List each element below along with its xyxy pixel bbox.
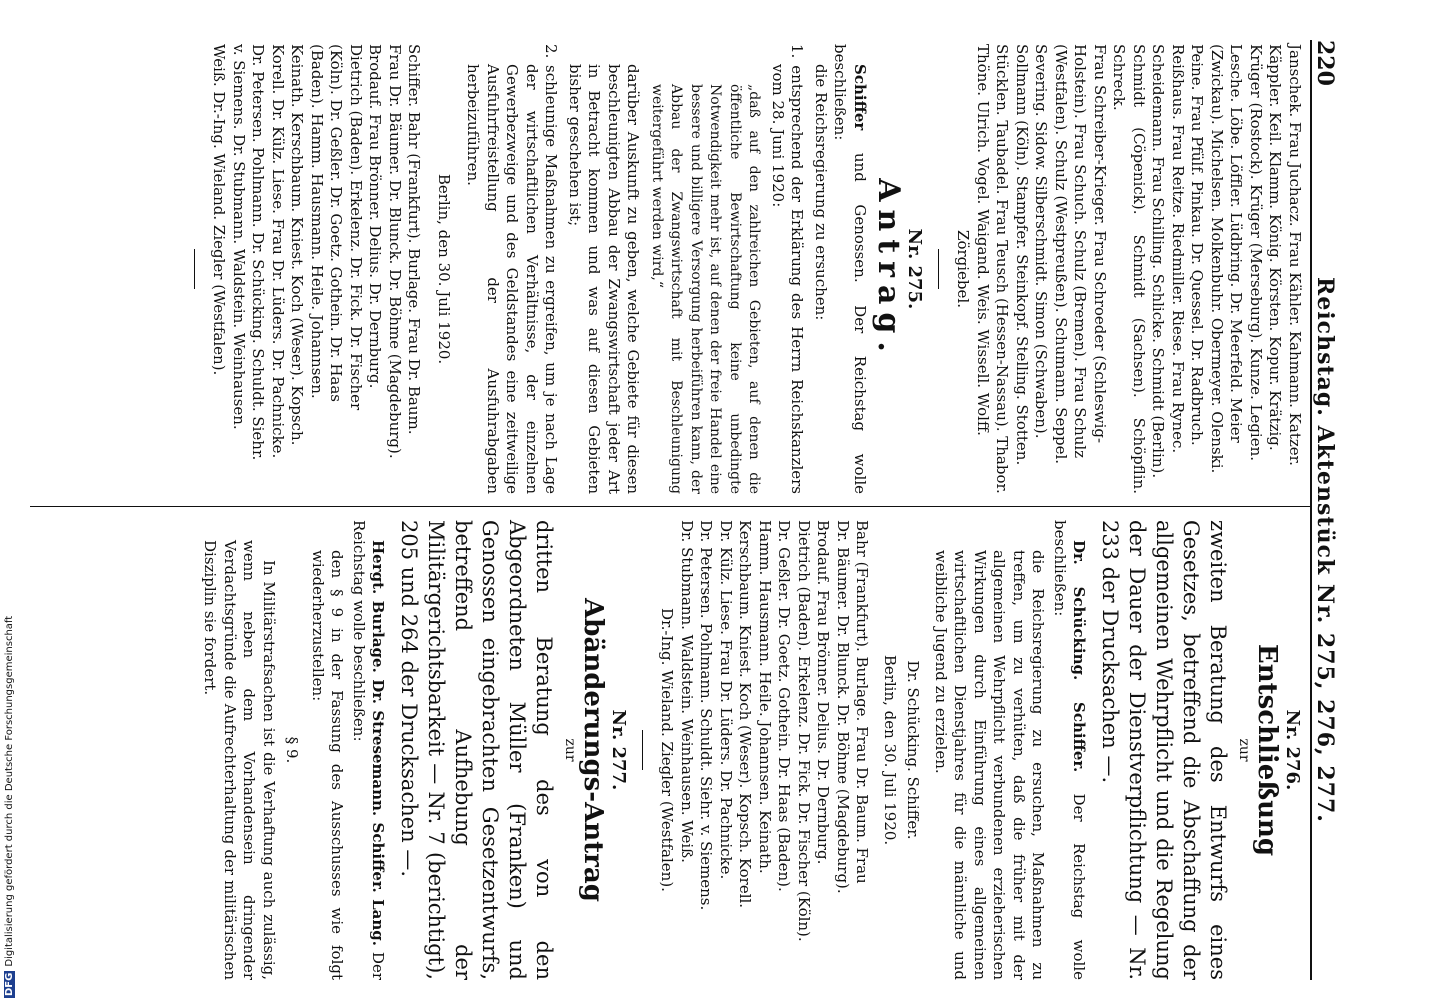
title-entschliessung: Entschließung — [1252, 643, 1283, 857]
name-line: (Zwickau). Michelsen. Molkenbuhr. Obermeyer. Olenski. — [1208, 44, 1226, 474]
name-line: Janschek. Frau Juchacz. Frau Kähler. Kahmann. Katzer. — [1286, 44, 1304, 466]
motion-276-bold: Dr. Schücking. Schiffer. — [1070, 540, 1089, 773]
antrag-item-1b: darüber Auskunft zu geben, welche Gebiete für diesen beschleunigten Abbau der Zwangswirtschaft jeder Art in Betracht kommen und was auf diesen Gebieten bisher geschehen ist; — [566, 64, 643, 494]
name-line: Peine. Frau Pfülf. Pinkau. Dr. Quessel. Dr. Radbruch. — [1188, 44, 1207, 446]
name-line: Severing. Sidow. Silberschmidt. Simon (Schwaben). — [1032, 44, 1051, 439]
motion-277 — [349, 520, 388, 980]
signer-line: Dr. Geßler. Dr. Goetz. Gothein. Dr. Haas (Baden). — [775, 520, 794, 892]
separator — [938, 249, 939, 289]
motion-276-rest: Der Reichstag wolle beschließen: — [1051, 520, 1089, 980]
signer-line: Brodauf. Frau Brönner. Delius. Dr. Dernburg. — [814, 520, 833, 865]
zur-label-2: zur — [562, 738, 578, 762]
name-line: Lesche. Löbe. Löffler. Lüdbring. Dr. Meerfeld. Meier — [1227, 44, 1246, 443]
motion-277-rest: Der Reichstag wolle beschließen: — [350, 520, 388, 980]
number-277: Nr. 277. — [608, 709, 629, 791]
left-column — [180, 44, 1304, 494]
signers-276 — [657, 520, 872, 980]
separator — [642, 730, 643, 770]
page-number: 220 — [1312, 40, 1338, 86]
paragraph-sign: § 9. — [283, 736, 302, 764]
antrag-item-1: 1. entsprechend der Erklärung des Herrn Reichskanzlers vom 28. Juni 1920: — [769, 44, 807, 494]
separator — [194, 249, 195, 289]
lead-276: zweiten Beratung des Entwurfs eines Gesetzes, betreffend die Abschaffung der allgemeinen Wehrpflicht und die Regelung der Dauer der Dienstverpflichtung — Nr. 233 der Drucksachen —. — [1098, 520, 1231, 980]
motion-277-text: den § 9 in der Fassung des Ausschusses wie folgt wiederherzustellen: — [309, 550, 347, 980]
side-note-label: Digitalisierung gefördert durch die Deutsche Forschungsgemeinschaft — [4, 615, 15, 967]
sign-line-276: Dr. Schücking. Schiffer. — [904, 660, 923, 840]
digitization-note — [0, 0, 24, 1000]
signer-line: Schiffer. Bahr (Frankfurt). Burlage. Frau Dr. Baum. — [405, 44, 424, 435]
title-abaenderungs-antrag: Abänderungs-Antrag — [578, 598, 609, 902]
antrag-date: Berlin, den 30. Juli 1920. — [435, 173, 453, 365]
signer-line: Dr. Külz. Liese. Frau Dr. Lüders. Dr. Pachnicke. — [717, 520, 735, 880]
name-line: Thöne. Ulrich. Vogel. Waigand. Weis. Wissell. Wolff. — [974, 44, 992, 436]
signer-line: Dr. Petersen. Pohlmann. Schuldt. Siehr. v. Siemens. — [697, 520, 716, 911]
signer-line: Kerschbaum. Kniest. Koch (Weser). Kopsch. Korell. — [736, 520, 755, 909]
signer-line: Weiß. Dr.-Ing. Wieland. Ziegler (Westfalen). — [210, 44, 229, 376]
signer-line: Keinath. Kerschbaum. Kniest. Koch (Weser). Kopsch. — [288, 44, 307, 446]
name-line: Holstein). Frau Schuch. Schulz (Bremen). Frau Schulz — [1071, 44, 1090, 459]
name-line: Schmidt (Cöpenick). Schmidt (Sachsen). Schöpflin. Schreck. — [1110, 44, 1148, 494]
name-line: Krüger (Rostock). Krüger (Merseburg). Kunze. Legien. — [1247, 44, 1265, 462]
antrag-intro — [830, 44, 869, 494]
column-divider — [30, 506, 1310, 507]
signer-line: Dr.-Ing. Wieland. Ziegler (Westfalen). — [658, 608, 677, 892]
date-276: Berlin, den 30. Juli 1920. — [881, 654, 899, 846]
motion-276 — [1050, 520, 1089, 980]
signer-line: (Köln). Dr. Geßler. Dr. Goetz. Gothein. Dr. Haas — [327, 44, 346, 402]
running-title: Reichstag. Aktenstück Nr. 275, 276, 277. — [1312, 277, 1338, 823]
motion-277-bold: Hergt. Burlage. Dr. Stresemann. Schiffer. Lang. — [369, 540, 388, 946]
antrag-signers — [209, 44, 424, 494]
title-antrag: Antrag. — [871, 178, 907, 360]
signer-line: Dietrich (Baden). Erkelenz. Dr. Fick. Dr. Fischer (Köln). — [795, 520, 813, 942]
signer-line: v. Siemens. Dr. Stubmann. Waldstein. Weinhausen. — [230, 44, 248, 430]
name-line: Sollmann (Köln). Stampfer. Steinkopf. Stelling. Stotten. — [1013, 44, 1031, 466]
signer-line: Dr. Bäumer. Dr. Blunck. Dr. Böhme (Magdeburg). — [834, 520, 852, 894]
number-275: Nr. 275. — [904, 228, 925, 310]
intro-rest: und Genossen. Der Reichstag wolle beschließen: — [831, 44, 869, 494]
antrag-quote: „daß auf den zahlreichen Gebieten, auf denen die öffentliche Bewirtschaftung keine unbedingte Notwendigkeit mehr ist, auf denen der freie Handel eine bessere und billigere Versorgung herbeiführen kann, der Abbau der Zwangswirtschaft mit Beschleunigung weitergeführt werden wird,“ — [649, 84, 763, 494]
zur-label: zur — [1236, 738, 1252, 762]
name-line: (Westfalen). Schulz (Westpreußen). Schumann. Seppel. — [1052, 44, 1070, 465]
page-header — [1310, 40, 1352, 980]
signer-line: Frau Dr. Bäumer. Dr. Blunck. Dr. Böhme (Magdeburg). — [386, 44, 404, 459]
signer-line: Brodauf. Frau Brönner. Delius. Dr. Dernburg. — [366, 44, 385, 389]
motion-276-text: die Reichsregierung zu ersuchen, Maßnahmen zu treffen, um zu verhüten, daß die früher mit der allgemeinen Wehrpflicht verbundenen erzieherischen Wirkungen durch Einführung eines allgemeinen wirtschaftlichen Dienstjahres für die männliche und weibliche Jugend zu erzielen. — [932, 550, 1048, 980]
number-276: Nr. 276. — [1282, 709, 1303, 791]
name-line: Scheidemann. Frau Schilling. Schlicke. Schmidt (Berlin). — [1149, 44, 1168, 479]
paragraph-text: In Militärstrafsachen ist die Verhaftung auch zulässig, wenn neben dem Vorhandensein dringender Verdachtsgründe die Aufrechterhaltung der militärischen Disziplin sie fordert. — [201, 540, 278, 980]
digitization-note-text — [4, 616, 15, 998]
intro-bold: Schiffer — [851, 64, 869, 131]
right-column — [200, 520, 1304, 980]
signer-line: Bahr (Frankfurt). Burlage. Frau Dr. Baum. Frau — [853, 520, 872, 884]
name-line: Reißhaus. Frau Reitze. Riedmiller. Riese. Frau Rynec. — [1169, 44, 1187, 454]
antrag-line2: die Reichsregierung zu ersuchen: — [812, 64, 830, 321]
signer-line: Dr. Petersen. Pohlmann. Dr. Schücking. Schuldt. Siehr. — [249, 44, 268, 461]
signer-line: Dietrich (Baden). Erkelenz. Dr. Fick. Dr. Fischer — [347, 44, 365, 411]
antrag-item-2: 2. schleunige Maßnahmen zu ergreifen, um je nach Lage der wirtschaftlichen Verhältnisse, der einzelnen Gewerbezweige und des Geldstandes eine zeitweilige Ausfuhrfreistellung der Ausfuhrabgaben herbeizuführen. — [464, 44, 561, 494]
signer-line: Hamm. Hausmann. Heile. Johannsen. Keinath. — [756, 520, 774, 874]
name-line: Frau Schreiber-Krieger. Frau Schroeder (Schleswig- — [1091, 44, 1109, 444]
signer-line: Dr. Stubmann. Waldstein. Weinhausen. Weiß. — [678, 520, 696, 863]
name-line: Käppler. Keil. Klamm. König. Körsten. Kopur. Krätzig. — [1266, 44, 1285, 451]
lead-277: dritten Beratung des von den Abgeordneten Müller (Franken) und Genossen eingebrachten Gesetzentwurfs, betreffend Aufhebung der Militärgerichtsbarkeit — Nr. 7 (berichtigt), 205 und 264 der Drucksachen —. — [397, 520, 557, 980]
signer-line: Korell. Dr. Külz. Liese. Frau Dr. Lüders. Dr. Pachnicke. — [269, 44, 287, 459]
name-list — [953, 44, 1304, 494]
name-line: Zörgiebel. — [954, 230, 973, 308]
dfg-logo: DFG — [4, 972, 15, 996]
name-line: Stücklen. Taubadel. Frau Teusch (Hessen-Nassau). Thabor. — [993, 44, 1012, 494]
signer-line: (Baden). Hamm. Hausmann. Heile. Johannsen. — [308, 44, 326, 399]
